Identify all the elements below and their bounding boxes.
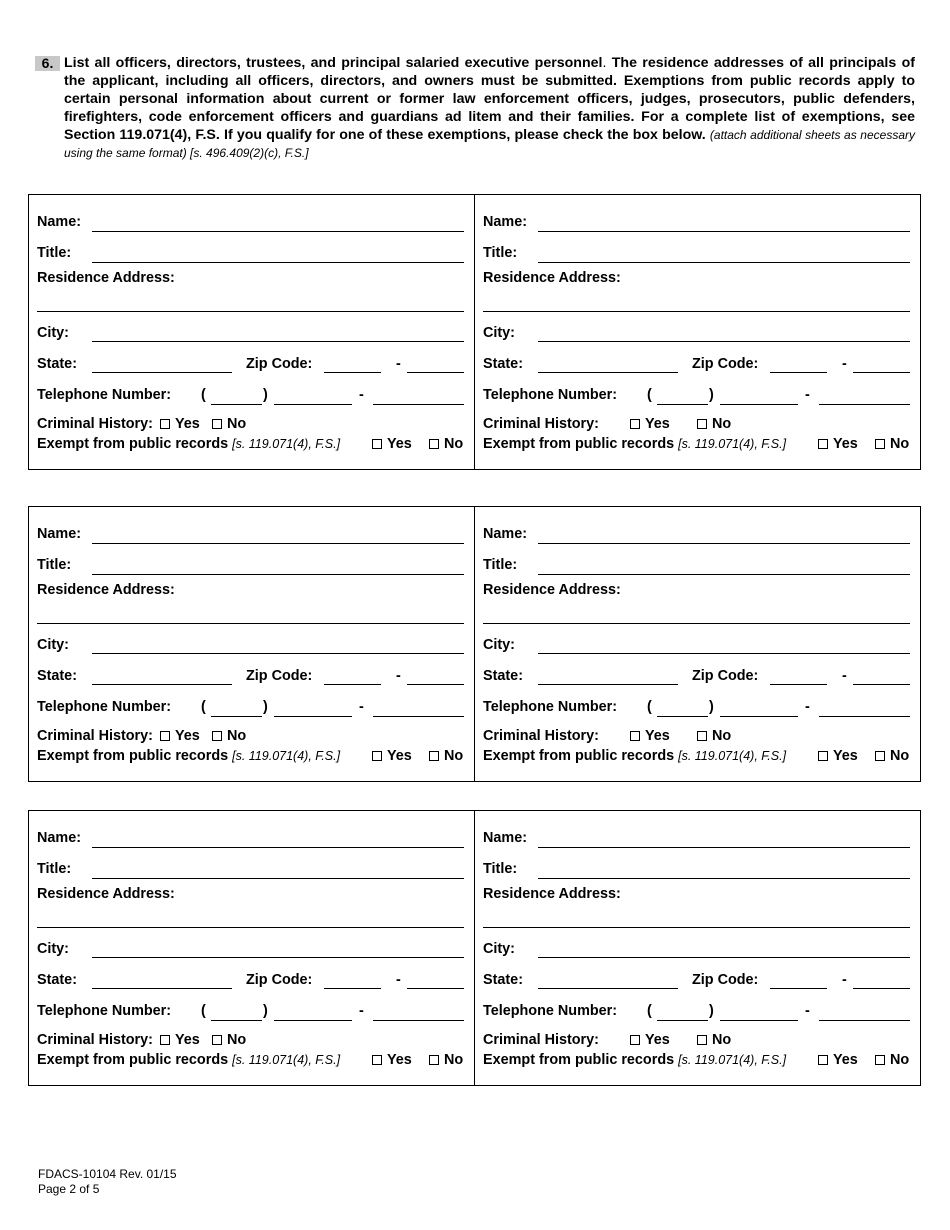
phone-prefix-field[interactable] bbox=[720, 1020, 798, 1021]
criminal-history-yes-label: Yes bbox=[645, 1032, 670, 1048]
phone-dash: - bbox=[359, 387, 364, 403]
criminal-history-label: Criminal History: bbox=[37, 416, 153, 432]
phone-line-field[interactable] bbox=[373, 716, 464, 717]
officer-entry-right bbox=[475, 195, 921, 469]
officer-entry-left bbox=[29, 507, 475, 781]
exempt-label bbox=[37, 1052, 340, 1068]
area-code-close-paren: ) bbox=[709, 699, 714, 715]
exempt-yes[interactable] bbox=[372, 1052, 412, 1068]
criminal-history-yes-label: Yes bbox=[175, 416, 200, 432]
exempt-no-label: No bbox=[890, 1052, 910, 1068]
title-field[interactable] bbox=[538, 878, 910, 879]
officer-entry-left bbox=[29, 195, 475, 469]
city-field[interactable] bbox=[92, 341, 464, 342]
checkbox-icon[interactable] bbox=[160, 419, 170, 429]
area-code-close-paren: ) bbox=[263, 387, 268, 403]
criminal-history-yes[interactable] bbox=[160, 416, 200, 432]
area-code-open-paren: ( bbox=[201, 1003, 206, 1019]
criminal-history-no-label: No bbox=[712, 1032, 732, 1048]
phone-prefix-field[interactable] bbox=[274, 404, 352, 405]
criminal-history-no-label: No bbox=[227, 416, 247, 432]
criminal-history-yes[interactable] bbox=[630, 1032, 670, 1048]
criminal-history-yes-label: Yes bbox=[645, 728, 670, 744]
exempt-yes[interactable] bbox=[818, 1052, 858, 1068]
checkbox-icon[interactable] bbox=[630, 419, 640, 429]
name-field[interactable] bbox=[538, 847, 910, 848]
zip-extension-field[interactable] bbox=[407, 988, 464, 989]
zip-code-field[interactable] bbox=[770, 988, 827, 989]
name-label: Name: bbox=[37, 526, 81, 542]
footer bbox=[38, 1167, 177, 1197]
residence-address-label: Residence Address: bbox=[483, 270, 621, 286]
exempt-label bbox=[483, 436, 786, 452]
name-field[interactable] bbox=[538, 543, 910, 544]
zip-code-label: Zip Code: bbox=[692, 972, 759, 988]
exempt-no[interactable] bbox=[429, 748, 463, 764]
city-field[interactable] bbox=[92, 957, 464, 958]
section-period: . bbox=[602, 55, 607, 71]
checkbox-icon[interactable] bbox=[160, 731, 170, 741]
criminal-history-label: Criminal History: bbox=[37, 728, 153, 744]
area-code-close-paren: ) bbox=[709, 1003, 714, 1019]
zip-code-label: Zip Code: bbox=[246, 356, 313, 372]
area-code-field[interactable] bbox=[211, 1020, 262, 1021]
criminal-history-yes[interactable] bbox=[630, 728, 670, 744]
phone-line-field[interactable] bbox=[373, 404, 464, 405]
area-code-field[interactable] bbox=[657, 404, 708, 405]
zip-code-label: Zip Code: bbox=[246, 668, 313, 684]
criminal-history-yes[interactable] bbox=[160, 1032, 200, 1048]
city-label: City: bbox=[483, 637, 515, 653]
checkbox-icon[interactable] bbox=[372, 439, 382, 449]
exempt-cite: [s. 119.071(4), F.S.] bbox=[678, 437, 787, 451]
name-label: Name: bbox=[483, 830, 527, 846]
section-lead: List all officers, directors, trustees, and principal salaried executive personnel bbox=[64, 55, 603, 71]
state-label: State: bbox=[37, 668, 77, 684]
state-label: State: bbox=[483, 356, 523, 372]
exempt-cite: [s. 119.071(4), F.S.] bbox=[232, 1053, 341, 1067]
name-field[interactable] bbox=[92, 543, 464, 544]
name-label: Name: bbox=[37, 214, 81, 230]
criminal-history-yes-label: Yes bbox=[175, 1032, 200, 1048]
zip-code-field[interactable] bbox=[770, 684, 827, 685]
residence-address-field[interactable] bbox=[37, 927, 464, 928]
phone-dash: - bbox=[359, 699, 364, 715]
name-field[interactable] bbox=[538, 231, 910, 232]
officer-entry-block bbox=[28, 194, 921, 470]
checkbox-icon[interactable] bbox=[630, 731, 640, 741]
section-number: 6. bbox=[35, 56, 60, 71]
exempt-no[interactable] bbox=[429, 436, 463, 452]
criminal-history-no-label: No bbox=[712, 728, 732, 744]
city-field[interactable] bbox=[538, 653, 910, 654]
title-label: Title: bbox=[37, 861, 72, 877]
zip-extension-field[interactable] bbox=[407, 372, 464, 373]
title-field[interactable] bbox=[92, 574, 464, 575]
exempt-no[interactable] bbox=[875, 1052, 909, 1068]
residence-address-field[interactable] bbox=[37, 311, 464, 312]
phone-prefix-field[interactable] bbox=[720, 404, 798, 405]
phone-dash: - bbox=[805, 699, 810, 715]
name-field[interactable] bbox=[92, 231, 464, 232]
telephone-label: Telephone Number: bbox=[483, 699, 618, 715]
title-field[interactable] bbox=[92, 262, 464, 263]
zip-code-field[interactable] bbox=[324, 684, 381, 685]
exempt-text: Exempt from public records bbox=[37, 436, 229, 452]
name-label: Name: bbox=[483, 526, 527, 542]
zip-extension-field[interactable] bbox=[853, 684, 910, 685]
telephone-label: Telephone Number: bbox=[37, 387, 172, 403]
state-field[interactable] bbox=[92, 372, 232, 373]
name-field[interactable] bbox=[92, 847, 464, 848]
criminal-history-yes[interactable] bbox=[160, 728, 200, 744]
zip-dash: - bbox=[842, 356, 847, 372]
criminal-history-no[interactable] bbox=[212, 1032, 246, 1048]
form-id: FDACS-10104 Rev. 01/15 bbox=[38, 1167, 177, 1181]
city-label: City: bbox=[37, 637, 69, 653]
zip-dash: - bbox=[842, 972, 847, 988]
area-code-field[interactable] bbox=[657, 1020, 708, 1021]
exempt-yes[interactable] bbox=[372, 436, 412, 452]
area-code-open-paren: ( bbox=[647, 387, 652, 403]
city-field[interactable] bbox=[92, 653, 464, 654]
criminal-history-no[interactable] bbox=[212, 728, 246, 744]
criminal-history-label: Criminal History: bbox=[483, 1032, 599, 1048]
checkbox-icon[interactable] bbox=[429, 1055, 439, 1065]
exempt-cite: [s. 119.071(4), F.S.] bbox=[678, 1053, 787, 1067]
zip-code-label: Zip Code: bbox=[246, 972, 313, 988]
title-field[interactable] bbox=[538, 574, 910, 575]
telephone-label: Telephone Number: bbox=[37, 699, 172, 715]
checkbox-icon[interactable] bbox=[630, 1035, 640, 1045]
zip-dash: - bbox=[842, 668, 847, 684]
area-code-close-paren: ) bbox=[709, 387, 714, 403]
phone-dash: - bbox=[359, 1003, 364, 1019]
page-number: Page 2 of 5 bbox=[38, 1182, 100, 1196]
exempt-cite: [s. 119.071(4), F.S.] bbox=[232, 437, 341, 451]
title-field[interactable] bbox=[538, 262, 910, 263]
area-code-field[interactable] bbox=[211, 716, 262, 717]
exempt-no-label: No bbox=[444, 748, 464, 764]
telephone-label: Telephone Number: bbox=[483, 387, 618, 403]
residence-address-label: Residence Address: bbox=[483, 582, 621, 598]
state-label: State: bbox=[483, 668, 523, 684]
zip-code-field[interactable] bbox=[324, 372, 381, 373]
exempt-yes[interactable] bbox=[372, 748, 412, 764]
title-label: Title: bbox=[37, 245, 72, 261]
phone-line-field[interactable] bbox=[819, 404, 910, 405]
exempt-text: Exempt from public records bbox=[483, 748, 675, 764]
criminal-history-yes-label: Yes bbox=[175, 728, 200, 744]
section-text bbox=[64, 54, 915, 162]
city-label: City: bbox=[483, 941, 515, 957]
checkbox-icon[interactable] bbox=[212, 731, 222, 741]
zip-dash: - bbox=[396, 668, 401, 684]
state-label: State: bbox=[37, 356, 77, 372]
residence-address-field[interactable] bbox=[483, 927, 910, 928]
phone-prefix-field[interactable] bbox=[274, 1020, 352, 1021]
zip-code-label: Zip Code: bbox=[692, 668, 759, 684]
exempt-text: Exempt from public records bbox=[483, 1052, 675, 1068]
zip-code-field[interactable] bbox=[770, 372, 827, 373]
title-field[interactable] bbox=[92, 878, 464, 879]
city-field[interactable] bbox=[538, 341, 910, 342]
residence-address-label: Residence Address: bbox=[37, 886, 175, 902]
phone-line-field[interactable] bbox=[819, 716, 910, 717]
exempt-no-label: No bbox=[890, 748, 910, 764]
state-field[interactable] bbox=[538, 988, 678, 989]
exempt-no[interactable] bbox=[875, 748, 909, 764]
residence-address-label: Residence Address: bbox=[37, 270, 175, 286]
zip-extension-field[interactable] bbox=[853, 372, 910, 373]
title-label: Title: bbox=[483, 245, 518, 261]
state-field[interactable] bbox=[92, 988, 232, 989]
section-note: (attach additional sheets as necessary using the same format) [s. 496.409(2)(c), F.S.] bbox=[64, 128, 915, 160]
area-code-open-paren: ( bbox=[201, 387, 206, 403]
area-code-open-paren: ( bbox=[647, 1003, 652, 1019]
exempt-yes-label: Yes bbox=[833, 1052, 858, 1068]
zip-code-field[interactable] bbox=[324, 988, 381, 989]
city-label: City: bbox=[37, 325, 69, 341]
area-code-close-paren: ) bbox=[263, 699, 268, 715]
title-label: Title: bbox=[483, 861, 518, 877]
criminal-history-no[interactable] bbox=[697, 416, 731, 432]
state-label: State: bbox=[37, 972, 77, 988]
exempt-yes[interactable] bbox=[818, 436, 858, 452]
exempt-yes-label: Yes bbox=[833, 436, 858, 452]
state-label: State: bbox=[483, 972, 523, 988]
phone-line-field[interactable] bbox=[373, 1020, 464, 1021]
criminal-history-label: Criminal History: bbox=[483, 728, 599, 744]
title-label: Title: bbox=[37, 557, 72, 573]
zip-code-label: Zip Code: bbox=[692, 356, 759, 372]
city-label: City: bbox=[37, 941, 69, 957]
exempt-no-label: No bbox=[444, 1052, 464, 1068]
telephone-label: Telephone Number: bbox=[37, 1003, 172, 1019]
name-label: Name: bbox=[37, 830, 81, 846]
criminal-history-no[interactable] bbox=[697, 1032, 731, 1048]
exempt-yes-label: Yes bbox=[833, 748, 858, 764]
exempt-yes-label: Yes bbox=[387, 1052, 412, 1068]
exempt-yes-label: Yes bbox=[387, 436, 412, 452]
state-field[interactable] bbox=[538, 684, 678, 685]
checkbox-icon[interactable] bbox=[875, 439, 885, 449]
zip-extension-field[interactable] bbox=[407, 684, 464, 685]
section-6-instructions bbox=[35, 54, 915, 162]
checkbox-icon[interactable] bbox=[212, 419, 222, 429]
title-label: Title: bbox=[483, 557, 518, 573]
criminal-history-yes[interactable] bbox=[630, 416, 670, 432]
checkbox-icon[interactable] bbox=[372, 751, 382, 761]
exempt-cite: [s. 119.071(4), F.S.] bbox=[678, 749, 787, 763]
criminal-history-no[interactable] bbox=[212, 416, 246, 432]
criminal-history-yes-label: Yes bbox=[645, 416, 670, 432]
area-code-field[interactable] bbox=[211, 404, 262, 405]
checkbox-icon[interactable] bbox=[697, 731, 707, 741]
exempt-label bbox=[483, 1052, 786, 1068]
checkbox-icon[interactable] bbox=[818, 1055, 828, 1065]
phone-dash: - bbox=[805, 1003, 810, 1019]
officer-entry-left bbox=[29, 811, 475, 1085]
section-body: The residence addresses of all principals of the applicant, including all officers, directors, and owners must be submitted. Exemptions from public records apply to certain personal information about current or former law enforcement officers, judges, prosecutors, public defenders, firefighters, code enforcement officers and guardians ad litem and their families. For a complete list of exemptions, see Section 119.071(4), F.S. If you qualify for one of these exemptions, please check the box below. bbox=[64, 55, 915, 143]
residence-address-field[interactable] bbox=[483, 311, 910, 312]
state-field[interactable] bbox=[538, 372, 678, 373]
phone-line-field[interactable] bbox=[819, 1020, 910, 1021]
exempt-label bbox=[37, 748, 340, 764]
city-label: City: bbox=[483, 325, 515, 341]
criminal-history-no-label: No bbox=[227, 1032, 247, 1048]
officer-entry-block bbox=[28, 506, 921, 782]
state-field[interactable] bbox=[92, 684, 232, 685]
zip-extension-field[interactable] bbox=[853, 988, 910, 989]
exempt-label bbox=[483, 748, 786, 764]
checkbox-icon[interactable] bbox=[875, 1055, 885, 1065]
exempt-text: Exempt from public records bbox=[483, 436, 675, 452]
telephone-label: Telephone Number: bbox=[483, 1003, 618, 1019]
exempt-cite: [s. 119.071(4), F.S.] bbox=[232, 749, 341, 763]
area-code-open-paren: ( bbox=[201, 699, 206, 715]
phone-dash: - bbox=[805, 387, 810, 403]
checkbox-icon[interactable] bbox=[818, 439, 828, 449]
criminal-history-no[interactable] bbox=[697, 728, 731, 744]
exempt-yes[interactable] bbox=[818, 748, 858, 764]
exempt-yes-label: Yes bbox=[387, 748, 412, 764]
phone-prefix-field[interactable] bbox=[720, 716, 798, 717]
officer-entry-right bbox=[475, 507, 921, 781]
exempt-no-label: No bbox=[444, 436, 464, 452]
city-field[interactable] bbox=[538, 957, 910, 958]
residence-address-field[interactable] bbox=[37, 623, 464, 624]
name-label: Name: bbox=[483, 214, 527, 230]
residence-address-field[interactable] bbox=[483, 623, 910, 624]
zip-dash: - bbox=[396, 356, 401, 372]
exempt-label bbox=[37, 436, 340, 452]
area-code-field[interactable] bbox=[657, 716, 708, 717]
officer-entry-block bbox=[28, 810, 921, 1086]
exempt-text: Exempt from public records bbox=[37, 748, 229, 764]
checkbox-icon[interactable] bbox=[160, 1035, 170, 1045]
exempt-text: Exempt from public records bbox=[37, 1052, 229, 1068]
area-code-open-paren: ( bbox=[647, 699, 652, 715]
exempt-no[interactable] bbox=[875, 436, 909, 452]
criminal-history-no-label: No bbox=[712, 416, 732, 432]
checkbox-icon[interactable] bbox=[429, 439, 439, 449]
residence-address-label: Residence Address: bbox=[483, 886, 621, 902]
criminal-history-no-label: No bbox=[227, 728, 247, 744]
phone-prefix-field[interactable] bbox=[274, 716, 352, 717]
checkbox-icon[interactable] bbox=[429, 751, 439, 761]
checkbox-icon[interactable] bbox=[372, 1055, 382, 1065]
officer-entry-right bbox=[475, 811, 921, 1085]
checkbox-icon[interactable] bbox=[875, 751, 885, 761]
checkbox-icon[interactable] bbox=[697, 1035, 707, 1045]
exempt-no[interactable] bbox=[429, 1052, 463, 1068]
area-code-close-paren: ) bbox=[263, 1003, 268, 1019]
residence-address-label: Residence Address: bbox=[37, 582, 175, 598]
criminal-history-label: Criminal History: bbox=[37, 1032, 153, 1048]
checkbox-icon[interactable] bbox=[818, 751, 828, 761]
zip-dash: - bbox=[396, 972, 401, 988]
criminal-history-label: Criminal History: bbox=[483, 416, 599, 432]
checkbox-icon[interactable] bbox=[697, 419, 707, 429]
exempt-no-label: No bbox=[890, 436, 910, 452]
checkbox-icon[interactable] bbox=[212, 1035, 222, 1045]
